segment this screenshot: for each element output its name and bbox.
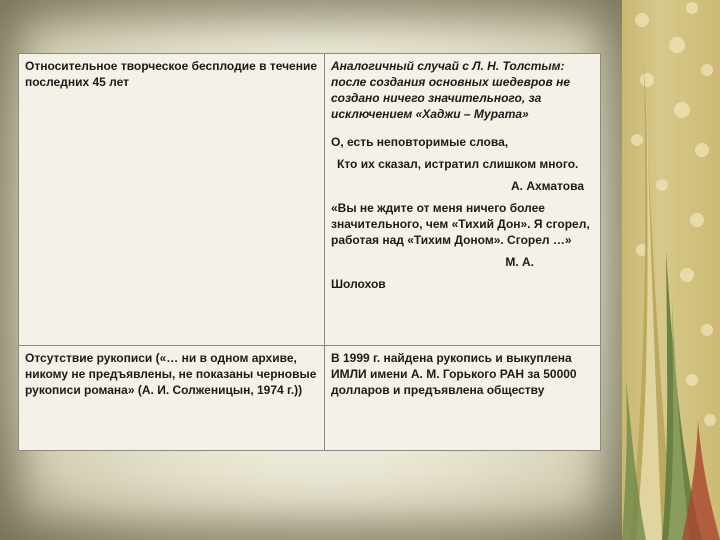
cell-text: В 1999 г. найдена рукопись и выкуплена ИМЛИ имени А. М. Горького РАН за 50000 долларов и предъявлена обществу — [331, 351, 577, 397]
table-row — [19, 54, 601, 346]
table-cell — [325, 346, 601, 451]
quote-line: О, есть неповторимые слова, — [331, 135, 509, 149]
decorative-panel — [622, 0, 720, 540]
table-cell — [19, 54, 325, 346]
quote-text: «Вы не ждите от меня ничего более значительного, чем «Тихий Дон». Я сгорел, работая над «Тихим Доном». Сгорел …» — [331, 201, 590, 247]
quote-author: М. А. — [505, 255, 534, 269]
table-row — [19, 346, 601, 451]
comparison-table — [18, 53, 601, 451]
cell-text-italic: Аналогичный случай с Л. Н. Толстым: после создания основных шедевров не создано ничего значительного, за исключением «Хаджи – Мурата» — [331, 59, 571, 121]
quote-author: Шолохов — [331, 277, 386, 291]
cell-text: Относительное творческое бесплодие в течение последних 45 лет — [25, 59, 318, 89]
quote-author: А. Ахматова — [510, 179, 584, 193]
cell-text: Отсутствие рукописи («… ни в одном архиве, никому не предъявлены, не показаны черновые рукописи романа» (А. И. Солженицын, 1974 г.)) — [25, 351, 317, 397]
table-cell — [325, 54, 601, 346]
table-cell — [19, 346, 325, 451]
floral-pattern-icon — [622, 0, 720, 540]
quote-line: Кто их сказал, истратил слишком много. — [337, 157, 579, 171]
